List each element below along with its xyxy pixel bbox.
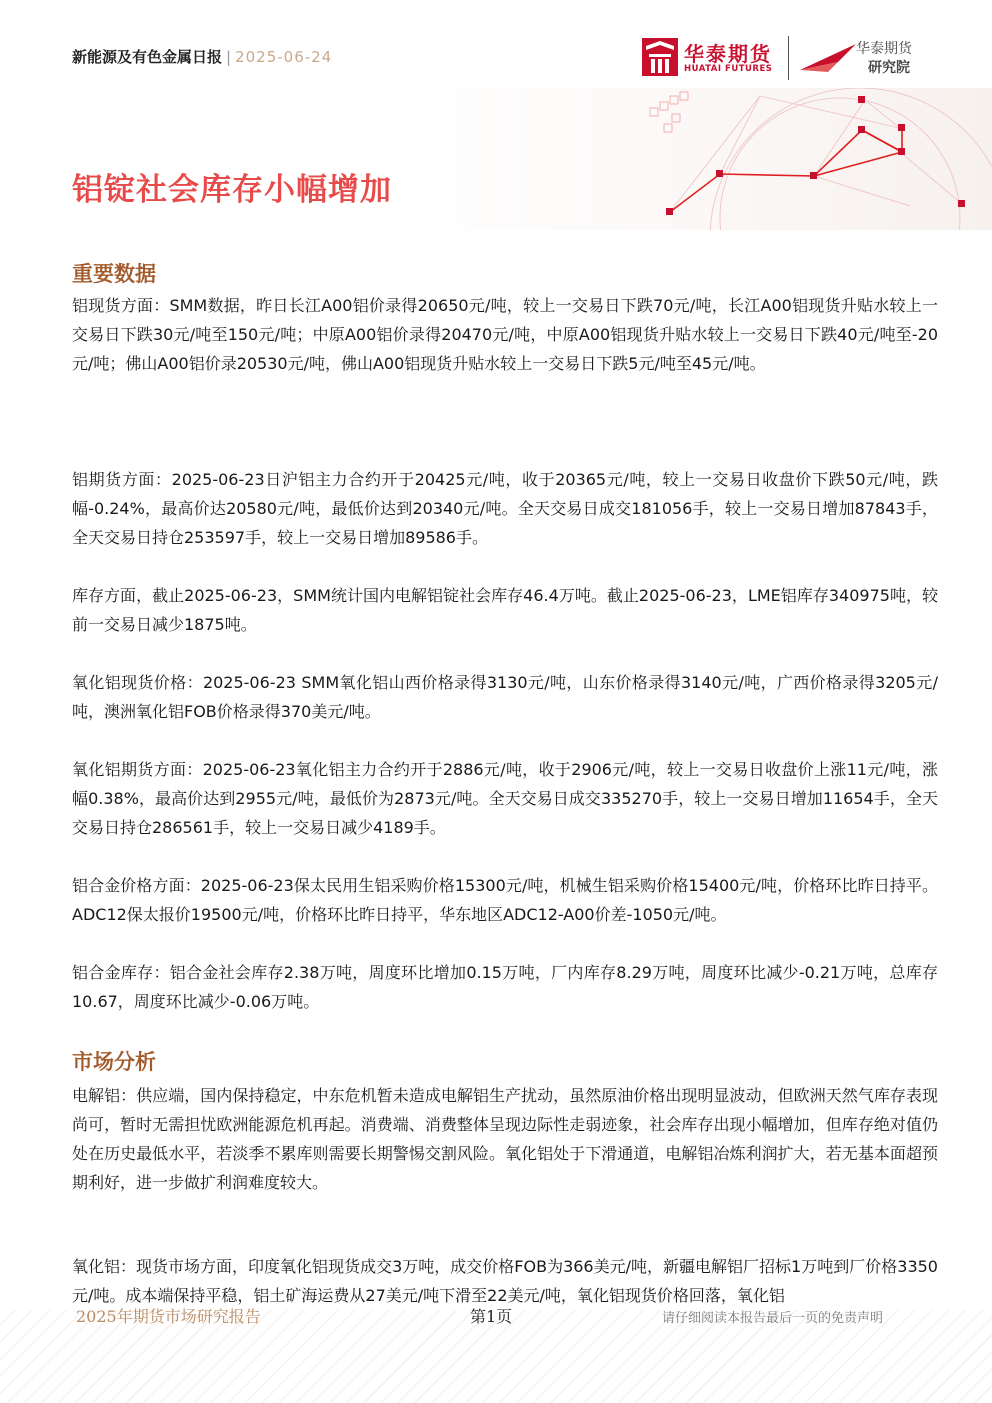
institute-logo-icon — [798, 40, 860, 76]
report-name: 新能源及有色金属日报 — [72, 48, 223, 66]
logo-divider — [788, 36, 789, 80]
company-logo — [642, 36, 932, 84]
page-title: 铝锭社会库存小幅增加 — [72, 172, 392, 208]
institute-name-line1: 华泰期货 — [856, 41, 912, 57]
section-heading-market-analysis: 市场分析 — [72, 1050, 156, 1074]
paragraph-aluminum-futures: 铝期货方面：2025-06-23日沪铝主力合约开于20425元/吨，收于20365元/吨，较上一交易日收盘价下跌50元/吨，跌幅-0.24%，最高价达20580元/吨，最低价达到20340元/吨。全天交易日成交181056手，较上一交易日增加87843手，全天交易日持仓253597手，较上一交易日增加89586手。 — [72, 470, 938, 547]
paragraph-inventory: 库存方面，截止2025-06-23，SMM统计国内电解铝锭社会库存46.4万吨。截止2025-06-23，LME铝库存340975吨，较前一交易日减少1875吨。 — [72, 586, 938, 634]
section-heading-key-data: 重要数据 — [72, 262, 156, 286]
footer-disclaimer-note: 请仔细阅读本报告最后一页的免责声明 — [662, 1311, 884, 1326]
report-header — [72, 46, 332, 67]
header-separator: | — [226, 48, 232, 66]
paragraph-aluminum-spot: 铝现货方面：SMM数据，昨日长江A00铝价录得20650元/吨，较上一交易日下跌70元/吨，长江A00铝现货升贴水较上一交易日下跌30元/吨至150元/吨；中原A00铝价录得20470元/吨，中原A00铝现货升贴水较上一交易日下跌40元/吨至-20元/吨；佛山A00铝价录20530元/吨，佛山A00铝现货升贴水较上一交易日下跌5元/吨至45元/吨。 — [72, 296, 938, 373]
footer-page-number: 第1页 — [470, 1307, 513, 1326]
footer-report-title: 2025年期货市场研究报告 — [76, 1307, 261, 1326]
paragraph-alumina-spot: 氧化铝现货价格：2025-06-23 SMM氧化铝山西价格录得3130元/吨，山东价格录得3140元/吨，广西价格录得3205元/吨，澳洲氧化铝FOB价格录得370美元/吨。 — [72, 673, 938, 721]
paragraph-alumina-analysis: 氧化铝：现货市场方面，印度氧化铝现货成交3万吨，成交价格FOB为366美元/吨，新疆电解铝厂招标1万吨到厂价格3350元/吨。成本端保持平稳，铝土矿海运费从27美元/吨下滑至22美元/吨，氧化铝现货价格回落，氧化铝 — [72, 1257, 938, 1305]
institute-name-line2: 研究院 — [868, 60, 910, 76]
paragraph-alumina-futures: 氧化铝期货方面：2025-06-23氧化铝主力合约开于2886元/吨，收于2906元/吨，较上一交易日收盘价上涨11元/吨，涨幅0.38%，最高价达到2955元/吨，最低价为2873元/吨。全天交易日成交335270手，较上一交易日增加11654手，全天交易日持仓286561手，较上一交易日减少4189手。 — [72, 760, 938, 837]
paragraph-electrolytic-aluminum: 电解铝：供应端，国内保持稳定，中东危机暂未造成电解铝生产扰动，虽然原油价格出现明显波动，但欧洲天然气库存表现尚可，暂时无需担忧欧洲能源危机再起。消费端、消费整体呈现边际性走弱迹象，社会库存出现小幅增加，但库存绝对值仍处在历史最低水平，若淡季不累库则需要长期警惕交割风险。氧化铝处于下滑通道，电解铝冶炼利润扩大，若无基本面超预期利好，进一步做扩利润难度较大。 — [72, 1086, 938, 1192]
network-decoration — [560, 88, 992, 230]
paragraph-alloy-price: 铝合金价格方面：2025-06-23保太民用生铝采购价格15300元/吨，机械生铝采购价格15400元/吨，价格环比昨日持平。ADC12保太报价19500元/吨，价格环比昨日持平，华东地区ADC12-A00价差-1050元/吨。 — [72, 876, 938, 924]
paragraph-alloy-inventory: 铝合金库存：铝合金社会库存2.38万吨，周度环比增加0.15万吨，厂内库存8.29万吨，周度环比减少-0.21万吨，总库存10.67，周度环比减少-0.06万吨。 — [72, 963, 938, 1011]
company-name-cn: 华泰期货 — [684, 42, 772, 66]
company-name-en: HUATAI FUTURES — [684, 64, 773, 74]
huatai-logo-icon — [642, 38, 678, 76]
report-date: 2025-06-24 — [235, 48, 333, 66]
